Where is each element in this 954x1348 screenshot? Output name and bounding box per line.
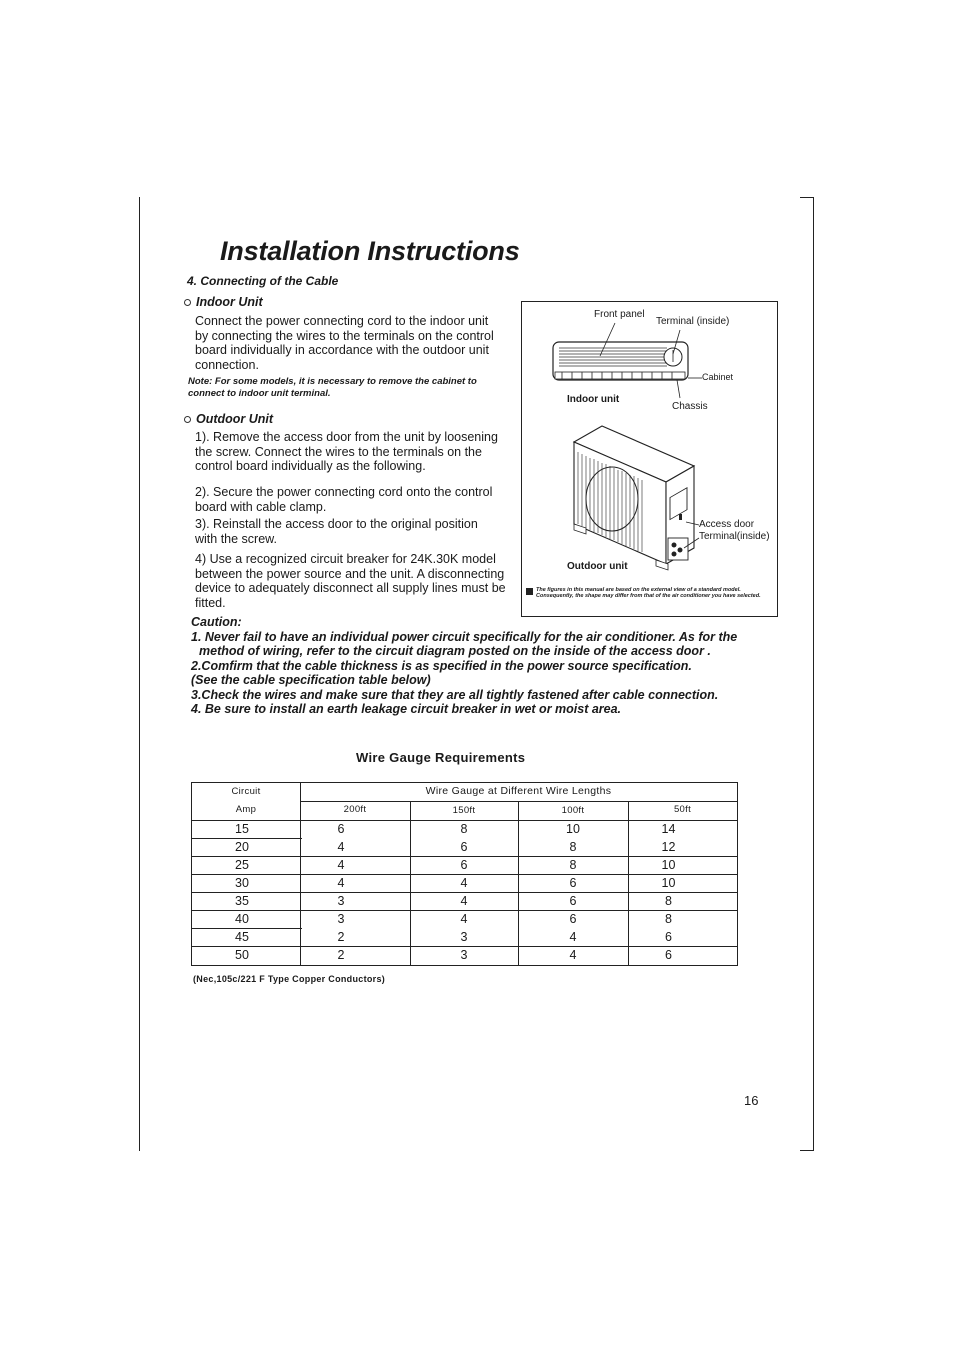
indoor-heading: Indoor Unit [184, 295, 263, 309]
label-chassis: Chassis [672, 401, 708, 412]
table-cell-gauge: 6 [337, 822, 345, 836]
page-title: Installation Instructions [220, 236, 520, 266]
indoor-paragraph: Connect the power connecting cord to the indoor unit by connecting the wires to the terminals on the control board individually in accordance with the outdoor unit connection. [195, 314, 494, 372]
table-cell-gauge: 4 [460, 876, 468, 890]
bullet-icon [184, 416, 191, 423]
page-number: 16 [744, 1093, 759, 1108]
table-cell-gauge: 4 [337, 876, 345, 890]
table-cell-gauge: 8 [665, 894, 672, 908]
table-cell-gauge: 3 [460, 948, 468, 962]
table-cell-gauge: 4 [337, 858, 345, 872]
table-cell-amp: 45 [235, 930, 249, 944]
table-cell-amp: 20 [235, 840, 249, 854]
header-group: Wire Gauge at Different Wire Lengths [425, 785, 612, 797]
table-cell-gauge: 4 [569, 948, 577, 962]
table-cell-gauge: 3 [460, 930, 468, 944]
unit-figure [521, 301, 778, 617]
header-circuit: Circuit [231, 786, 261, 797]
table-cell-gauge: 14 [661, 822, 676, 836]
table-cell-gauge: 8 [569, 858, 577, 872]
table-cell-amp: 50 [235, 948, 249, 962]
table-cell-amp: 35 [235, 894, 249, 908]
table-cell-gauge: 4 [460, 912, 468, 926]
table-footnote: (Nec,105c/221 F Type Copper Conductors) [193, 974, 386, 984]
table-cell-gauge: 3 [337, 894, 345, 908]
indoor-unit-drawing [553, 323, 702, 398]
table-cell-gauge: 8 [665, 912, 672, 926]
table-cell-gauge: 6 [569, 912, 577, 926]
header-200ft: 200ft [343, 804, 367, 815]
table-cell-gauge: 4 [460, 894, 468, 908]
label-terminal-inside-2: Terminal(inside) [699, 531, 770, 542]
wire-gauge-table [191, 782, 738, 966]
table-cell-gauge: 6 [569, 894, 577, 908]
outdoor-unit-drawing [574, 426, 699, 570]
label-terminal-inside: Terminal (inside) [656, 316, 730, 327]
outdoor-step-3: 3). Reinstall the access door to the original position with the screw. [195, 517, 478, 546]
table-cell-gauge: 8 [460, 822, 468, 836]
caution-heading: Caution: [191, 615, 242, 629]
table-cell-gauge: 6 [569, 876, 577, 890]
crop-mark-right [813, 197, 814, 1151]
outdoor-step-1: 1). Remove the access door from the unit by loosening the screw. Connect the wires to the terminals on the control board individually as the following. [195, 430, 498, 473]
table-cell-gauge: 6 [665, 948, 672, 962]
outdoor-step-4: 4) Use a recognized circuit breaker for 24K.30K model between the power source and the unit. A disconnecting device to adequately disconnect all supply lines must be fitted. [195, 552, 506, 610]
table-title: Wire Gauge Requirements [356, 750, 526, 765]
section-heading: 4. Connecting of the Cable [187, 274, 339, 288]
crop-mark-left [139, 197, 140, 1151]
table-cell-gauge: 12 [661, 840, 676, 854]
table-cell-gauge: 4 [569, 930, 577, 944]
table-cell-amp: 40 [235, 912, 249, 926]
table-cell-gauge: 8 [569, 840, 577, 854]
unit-illustration [522, 302, 777, 616]
outdoor-step-2: 2). Secure the power connecting cord onto the control board with cable clamp. [195, 485, 493, 514]
figure-note: The figures in this manual are based on the external view of a standard model. Consequently, the shape may differ from that of the air conditioner you have selected. [536, 587, 761, 599]
table-cell-gauge: 2 [337, 948, 345, 962]
label-cabinet: Cabinet [702, 372, 734, 382]
label-indoor-unit: Indoor unit [567, 394, 620, 405]
table-cell-gauge: 3 [337, 912, 345, 926]
note-marker-icon [526, 588, 533, 595]
header-amp: Amp [235, 804, 257, 815]
caution-block: Caution: 1. Never fail to have an individual power circuit specifically for the air conditioner. As for the method of wiring, refer to the circuit diagram posted on the inside of the access door . 2.Comfirm that the cable thickness is as specified in the power source specification. (See the cable specification table below) 3.Check the wires and make sure that they are all tightly fastened after cable connection. 4. Be sure to install an earth leakage circuit breaker in wet or moist area. [191, 615, 738, 716]
crop-mark-bottom-tick [800, 1150, 814, 1151]
table-cell-gauge: 2 [337, 930, 345, 944]
table-cell-gauge: 6 [460, 858, 468, 872]
table-cell-gauge: 10 [661, 876, 676, 890]
table-cell-gauge: 10 [566, 822, 580, 836]
table-cell-amp: 30 [235, 876, 249, 890]
table-cell-amp: 25 [235, 858, 249, 872]
indoor-note: Note: For some models, it is necessary to remove the cabinet to connect to indoor unit terminal. [188, 376, 477, 399]
table-cell-amp: 15 [235, 822, 249, 836]
outdoor-heading: Outdoor Unit [184, 412, 273, 426]
bullet-icon [184, 299, 191, 306]
header-100ft: 100ft [561, 805, 585, 816]
label-front-panel: Front panel [594, 309, 645, 320]
table-cell-gauge: 6 [665, 930, 672, 944]
label-outdoor-unit: Outdoor unit [567, 561, 628, 572]
table-cell-gauge: 4 [337, 840, 345, 854]
header-50ft: 50ft [673, 804, 692, 815]
label-access-door: Access door [699, 519, 755, 530]
crop-mark-top-tick [800, 197, 814, 198]
table-cell-gauge: 10 [661, 858, 676, 872]
header-150ft: 150ft [452, 805, 476, 816]
table-cell-gauge: 6 [460, 840, 468, 854]
